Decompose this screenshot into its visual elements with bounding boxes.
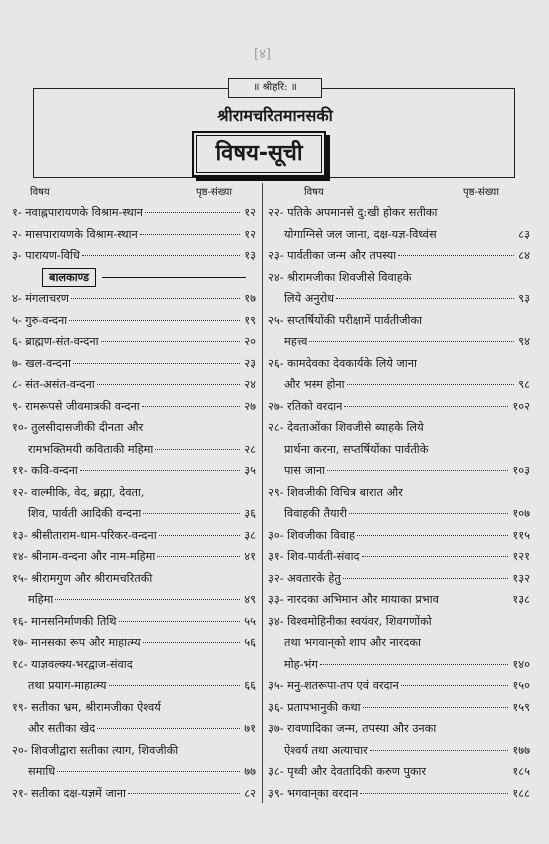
column-divider (262, 183, 263, 803)
toc-entry (12, 675, 256, 697)
toc-entry (268, 288, 530, 310)
entry-page-number: १८८ (512, 786, 530, 800)
entry-title: २९- शिवजीकी विचित्र बारात और (268, 485, 403, 499)
entry-title: रामभक्तिमयी कविताकी महिमा (28, 442, 154, 456)
entry-title: १८- याज्ञवल्क्य-भरद्वाज-संवाद (12, 657, 133, 671)
entry-title: ५- गुरु-वन्दना (12, 313, 68, 327)
toc-entry (268, 525, 530, 547)
entry-page-number: २७ (244, 399, 256, 413)
entry-page-number: ५६ (244, 636, 256, 649)
dot-leader (143, 513, 240, 514)
entry-title: ३१- शिव-पार्वती-संवाद (268, 550, 360, 563)
toc-entry (268, 632, 530, 654)
entry-title: २५- सप्तर्षियोंकी परीक्षामें पार्वतीजीका (268, 313, 423, 327)
toc-entry (12, 374, 256, 396)
entry-page-number: ३८ (244, 528, 256, 542)
dot-leader (347, 384, 515, 385)
dot-leader (357, 535, 508, 536)
entry-page-number: ५५ (244, 614, 256, 628)
toc-entry (12, 783, 256, 805)
entry-title: मोह-भंग (284, 657, 318, 671)
dot-leader (142, 406, 241, 407)
toc-entry (12, 568, 256, 590)
entry-title: ३४- विश्वमोहिनीका स्वयंवर, शिवगणोंको (268, 614, 432, 628)
entry-title: २४- श्रीरामजीका शिवजीसे विवाहके (268, 270, 412, 284)
entry-title: ३०- शिवजीका विवाह (268, 528, 355, 542)
entry-title: ९- रामरूपसे जीवमात्रकी वन्दना (12, 399, 140, 413)
dot-leader (159, 535, 241, 536)
toc-entry (12, 353, 256, 375)
toc-entry (268, 740, 530, 762)
toc-entry (268, 718, 530, 740)
entry-page-number: ४९ (244, 593, 256, 606)
dot-leader (370, 750, 509, 751)
toc-entry (12, 632, 256, 654)
entry-title: १०- तुलसीदासजीकी दीनता और (12, 421, 144, 434)
toc-entry (268, 503, 530, 525)
right-page-header: पृष्ठ-संख्या (463, 187, 499, 198)
entry-title: १६- मानसनिर्माणकी तिथि (12, 614, 117, 628)
section-rule (102, 277, 246, 279)
entry-title: ३९- भगवान्‌का वरदान (268, 786, 359, 800)
entry-title: ४- मंगलाचरण (12, 292, 69, 305)
toc-entry (12, 761, 256, 783)
dot-leader (69, 320, 240, 321)
entry-title: और सतीका खेद (28, 722, 96, 735)
dot-leader (336, 298, 514, 299)
toc-entry (268, 546, 530, 568)
dot-leader (73, 363, 240, 364)
dot-leader (128, 793, 240, 794)
entry-title: १२- वाल्मीकि, वेद, ब्रह्मा, देवता, (12, 485, 145, 499)
entry-title: ७- खल-वन्दना (12, 356, 71, 370)
entry-title: २७- रतिको वरदान (268, 399, 343, 413)
toc-entry (268, 654, 530, 676)
toc-entry (268, 353, 530, 375)
left-subject-header: विषय (30, 187, 50, 198)
page-number: [४] (254, 47, 271, 62)
toc-entry (268, 224, 530, 246)
toc-entry (268, 439, 530, 461)
entry-page-number: १३२ (512, 571, 530, 585)
dot-leader (327, 470, 508, 471)
toc-entry (268, 783, 530, 805)
entry-title: १३- श्रीसीताराम-धाम-परिकर-वन्दना (12, 528, 157, 542)
dot-leader (97, 728, 240, 729)
entry-title: २१- सतीका दक्ष-यज्ञमें जाना (12, 786, 126, 800)
entry-title: १४- श्रीनाम-वन्दना और नाम-महिमा (12, 550, 156, 563)
dot-leader (109, 685, 241, 686)
entry-page-number: १०२ (512, 399, 530, 413)
entry-title: ८- संत-असंत-वन्दना (12, 378, 95, 391)
entry-page-number: ९४ (518, 335, 530, 348)
entry-title: तथा भगवान्‌को शाप और नारदका (284, 636, 421, 649)
dot-leader (155, 449, 240, 450)
entry-title: २८- देवताओंका शिवजीसे ब्याहके लिये (268, 421, 424, 434)
entry-title: लिये अनुरोध (284, 292, 335, 305)
right-subject-header: विषय (304, 187, 324, 198)
toc-entry (268, 568, 530, 590)
dot-leader (119, 621, 241, 622)
toc-entry (12, 718, 256, 740)
entry-page-number: १२ (244, 206, 256, 219)
dot-leader (97, 384, 241, 385)
dot-leader (362, 556, 509, 557)
entry-title: प्रार्थना करना, सप्तर्षियोंका पार्वतीके (284, 442, 429, 456)
dot-leader (82, 255, 240, 256)
entry-page-number: ८३ (518, 227, 530, 241)
dot-leader (55, 599, 240, 600)
toc-entry (12, 396, 256, 418)
toc-entry (12, 310, 256, 332)
entry-title: २०- शिवजीद्वारा सतीका त्याग, शिवजीकी (12, 743, 179, 757)
entry-page-number: २३ (244, 356, 256, 370)
entry-page-number: ३५ (244, 464, 256, 477)
entry-title: २- मासपारायणके विश्राम-स्थान (12, 227, 138, 241)
entry-page-number: १४० (512, 657, 530, 671)
toc-entry (268, 589, 530, 611)
toc-entry (12, 482, 256, 504)
toc-entry (12, 740, 256, 762)
dot-leader (401, 685, 509, 686)
entry-title: २३- पार्वतीका जन्म और तपस्या (268, 249, 397, 262)
entry-page-number: १३ (244, 249, 256, 262)
entry-title: ३८- पृथ्वी और देवतादिकी करुण पुकार (268, 765, 427, 778)
entry-title: १९- सतीका भ्रम, श्रीरामजीका ऐश्वर्य (12, 700, 161, 714)
dot-leader (57, 771, 240, 772)
entry-title: ३३- नारदका अभिमान और मायाका प्रभाव (268, 593, 439, 606)
dot-leader (80, 470, 240, 471)
entry-title: समाधि (28, 765, 56, 778)
dot-leader (320, 664, 509, 665)
toc-entry (12, 288, 256, 310)
entry-page-number: १२ (244, 227, 256, 241)
toc-entry (268, 202, 530, 224)
entry-title: ऐश्वर्य तथा अत्याचार (284, 743, 368, 757)
dot-leader (363, 707, 509, 708)
toc-entry (12, 611, 256, 633)
toc-entry (268, 374, 530, 396)
toc-entry (268, 761, 530, 783)
section-label: बालकाण्ड (42, 268, 96, 287)
toc-entry (268, 417, 530, 439)
toc-entry (268, 267, 530, 289)
dot-leader (140, 234, 240, 235)
toc-entry (12, 589, 256, 611)
dot-leader (360, 793, 508, 794)
toc-entry (12, 417, 256, 439)
dot-leader (71, 298, 240, 299)
entry-page-number: ८४ (518, 249, 530, 262)
toc-entry (268, 675, 530, 697)
entry-page-number: १८५ (512, 765, 530, 778)
entry-title: ३- पारायण-विधि (12, 249, 80, 262)
entry-page-number: १२१ (512, 550, 530, 563)
entry-title: २६- कामदेवका देवकार्यके लिये जाना (268, 356, 417, 370)
dot-leader (309, 341, 514, 342)
toc-entry (268, 396, 530, 418)
left-page-header: पृष्ठ-संख्या (196, 187, 232, 198)
entry-page-number: १०३ (512, 464, 530, 477)
entry-title: योगाग्निसे जल जाना, दक्ष-यज्ञ-विध्वंस (284, 227, 437, 241)
toc-entry (12, 460, 256, 482)
entry-page-number: ६६ (244, 679, 256, 692)
toc-entry (268, 245, 530, 267)
entry-page-number: ९८ (518, 378, 530, 391)
toc-entry (12, 202, 256, 224)
heading-box (192, 131, 326, 177)
toc-entry (268, 482, 530, 504)
toc-entry (12, 331, 256, 353)
entry-title: महत्त्व (284, 335, 308, 348)
entry-page-number: २८ (244, 442, 256, 456)
dot-leader (398, 255, 514, 256)
toc-entry (12, 245, 256, 267)
entry-title: १७- मानसका रूप और माहात्म्य (12, 636, 141, 649)
entry-title: १- नवाह्नपारायणके विश्राम-स्थान (12, 206, 143, 219)
toc-entry (12, 503, 256, 525)
entry-page-number: १७७ (512, 743, 530, 757)
entry-page-number: ७७ (244, 765, 256, 778)
toc-entry (268, 611, 530, 633)
entry-page-number: १५९ (512, 700, 530, 714)
entry-page-number: ३६ (244, 507, 256, 520)
entry-page-number: ९३ (518, 292, 530, 305)
entry-title: और भस्म होना (284, 378, 345, 391)
dot-leader (145, 212, 240, 213)
book-title: श्रीरामचरितमानसकी (217, 106, 333, 125)
dot-leader (157, 556, 240, 557)
dot-leader (344, 406, 508, 407)
dot-leader (143, 642, 241, 643)
entry-title: ३६- प्रतापभानुकी कथा (268, 700, 361, 714)
toc-entry (12, 439, 256, 461)
toc-entry (12, 697, 256, 719)
entry-page-number: ७१ (244, 722, 256, 735)
entry-page-number: ४१ (244, 550, 256, 563)
entry-page-number: ११५ (512, 528, 530, 542)
entry-page-number: १५० (512, 679, 530, 692)
toc-entry (268, 331, 530, 353)
entry-title: ११- कवि-वन्दना (12, 464, 78, 477)
entry-page-number: १३८ (512, 593, 530, 606)
toc-entry (268, 460, 530, 482)
left-column (12, 202, 256, 804)
page-title: विषय-सूची (196, 135, 322, 173)
entry-title: विवाहकी तैयारी (284, 507, 348, 520)
entry-page-number: १०७ (512, 507, 530, 520)
entry-title: ३२- अवतारके हेतु (268, 571, 341, 585)
entry-title: २२- पतिके अपमानसे दु:खी होकर सतीका (268, 206, 438, 219)
entry-title: शिव, पार्वती आदिकी वन्दना (28, 507, 142, 520)
entry-title: तथा प्रयाग-माहात्म्य (28, 679, 107, 692)
entry-title: ३७- रावणादिका जन्म, तपस्या और उनका (268, 722, 437, 735)
toc-entry (12, 224, 256, 246)
entry-page-number: १९ (244, 313, 256, 327)
toc-entry (12, 525, 256, 547)
toc-entry (12, 654, 256, 676)
dot-leader (101, 341, 241, 342)
entry-page-number: २० (244, 335, 256, 348)
entry-page-number: १७ (244, 292, 256, 305)
entry-title: ६- ब्राह्मण-संत-वन्दना (12, 335, 99, 348)
entry-title: १५- श्रीरामगुण और श्रीरामचरितकी (12, 571, 153, 585)
section-heading (12, 267, 256, 289)
toc-entry (12, 546, 256, 568)
invocation-label: ॥ श्रीहरि: ॥ (228, 78, 322, 98)
toc-entry (268, 697, 530, 719)
dot-leader (343, 578, 509, 579)
toc-entry (268, 310, 530, 332)
entry-title: पास जाना (284, 464, 326, 477)
dot-leader (349, 513, 508, 514)
entry-page-number: २४ (244, 378, 256, 391)
entry-title: महिमा (28, 593, 54, 606)
entry-title: ३५- मनु-शतरूपा-तप एवं वरदान (268, 679, 399, 692)
entry-page-number: ८२ (244, 786, 256, 800)
right-column (268, 202, 530, 804)
